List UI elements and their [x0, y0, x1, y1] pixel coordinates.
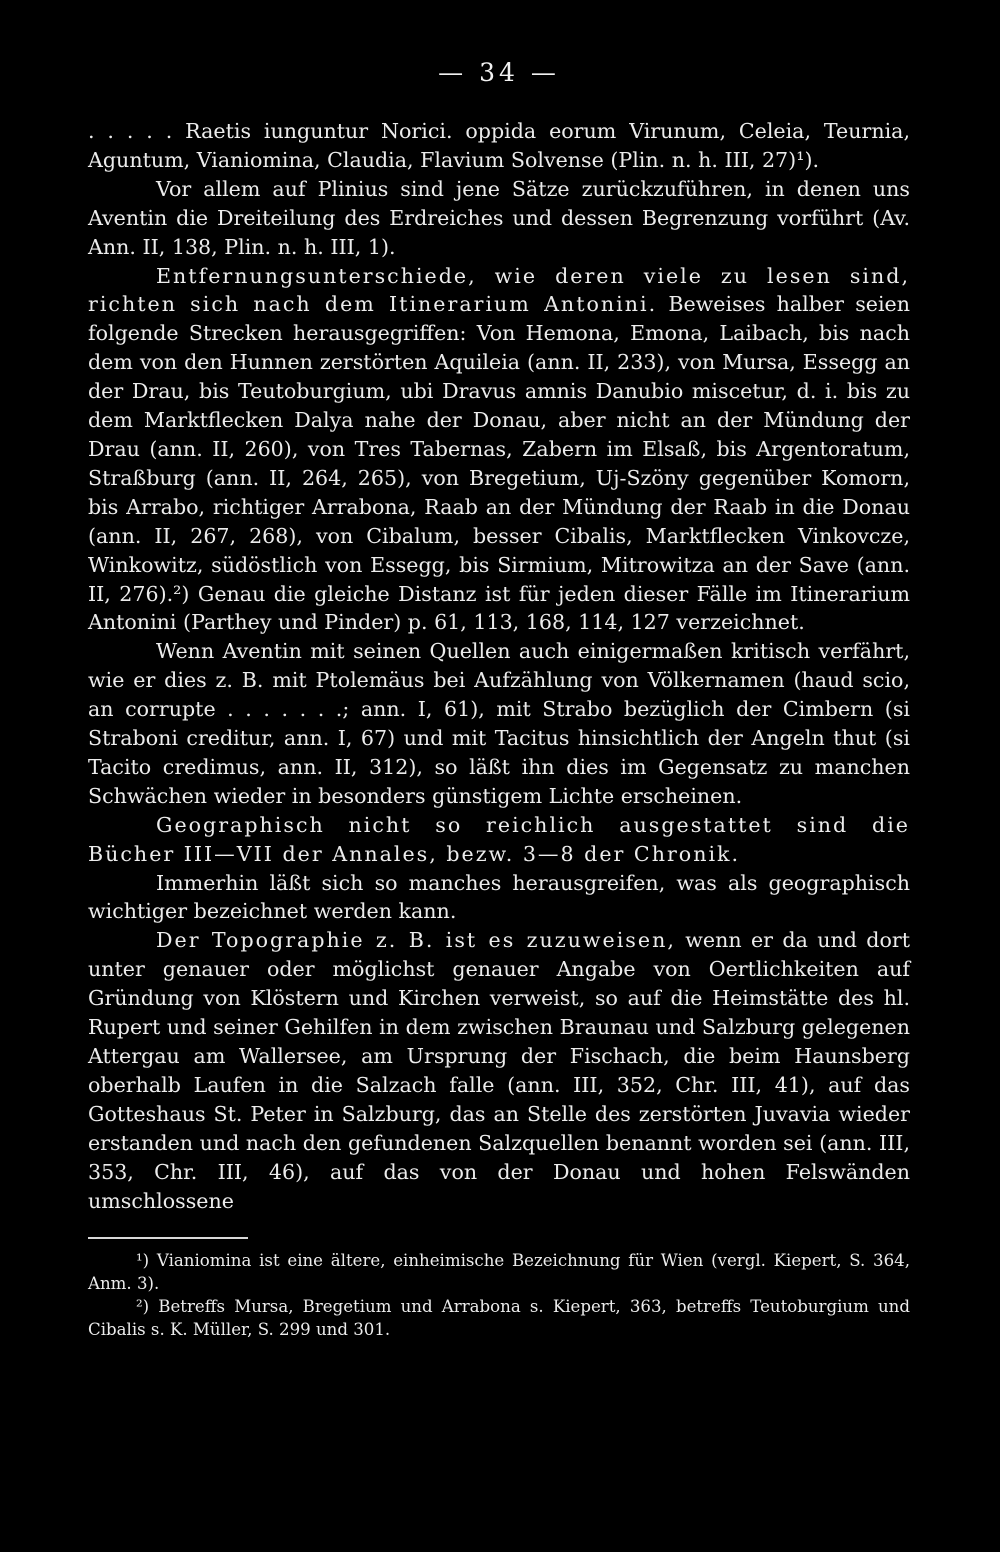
paragraph-5-lead: Geographisch nicht so reichlich ausgestattet sind die Bücher III—VII der Annales, bezw. 3—8 der Chronik. — [88, 812, 910, 866]
paragraph-4-text: Wenn Aventin mit seinen Quellen auch einigermaßen kritisch verfährt, wie er dies z. B. mit Ptolemäus bei Aufzählung von Völkernamen (haud scio, an corrupte . . . . . . .; ann. I, 61), mit Strabo bezüglich der Cimbern (si Straboni creditur, ann. I, 67) und mit Tacitus hinsichtlich der Angeln thut (si Tacito credimus, ann. II, 312), so läßt ihn dies im Gegensatz zu manchen Schwächen wieder in besonders günstigem Lichte erscheinen. — [88, 639, 910, 808]
paragraph-3-text: Beweises halber seien folgende Strecken herausgegriffen: Von Hemona, Emona, Laibach, bis nach dem von den Hunnen zerstörten Aquileia (ann. II, 233), von Mursa, Essegg an der Drau, bis Teutoburgium, ubi Dravus amnis Danubio miscetur, d. i. bis zu dem Marktflecken Dalya nahe der Donau, aber nicht an der Mündung der Drau (ann. II, 260), von Tres Tabernas, Zabern im Elsaß, bis Argentoratum, Straßburg (ann. II, 264, 265), von Bregetium, Uj-Szöny gegenüber Komorn, bis Arrabo, richtiger Arrabona, Raab an der Mündung der Raab in die Donau (ann. II, 267, 268), von Cibalum, besser Cibalis, Marktflecken Vinkovcze, Winkowitz, südöstlich von Essegg, bis Sirmium, Mitrowitza an der Save (ann. II, 276).²) Genau die gleiche Distanz ist für jeden dieser Fälle im Itinerarium Antonini (Parthey und Pinder) p. 61, 113, 168, 114, 127 verzeichnet. — [88, 292, 910, 635]
paragraph-2-text: Vor allem auf Plinius sind jene Sätze zurückzuführen, in denen uns Aventin die Dreiteilung des Erdreiches und dessen Begrenzung vorführt (Av. Ann. II, 138, Plin. n. h. III, 1). — [88, 176, 910, 259]
footnote-divider — [88, 1237, 248, 1239]
paragraph-7-text: wenn er da und dort unter genauer oder möglichst genauer Angabe von Oertlichkeiten auf Gründung von Klöstern und Kirchen verweist, so auf die Heimstätte des hl. Rupert und seiner Gehilfen in dem zwischen Braunau und Salzburg gelegenen Attergau am Wallersee, am Ursprung der Fischach, die beim Haunsberg oberhalb Laufen in die Salzach falle (ann. III, 352, Chr. III, 41), auf das Gotteshaus St. Peter in Salzburg, das an Stelle des zerstörten Juvavia wieder erstanden und nach den gefundenen Salzquellen benannt worden sei (ann. III, 353, Chr. III, 46), auf das von der Donau und hohen Felswänden umschlossene — [88, 928, 910, 1213]
paragraph-3-lead: Entfernungsunterschiede, wie deren viele zu lesen sind, richten sich nach dem Itinerarium Antonini. — [88, 263, 910, 317]
paragraph-7-lead: Der Topographie z. B. ist es zuzuweisen, — [156, 928, 676, 953]
footnote-1: ¹) Vianiomina ist eine ältere, einheimische Bezeichnung für Wien (vergl. Kiepert, S. 364, Anm. 3). — [88, 1251, 910, 1294]
paragraph-2 — [88, 175, 910, 262]
body-text — [88, 117, 910, 1215]
footnotes — [88, 1249, 910, 1341]
paragraph-5 — [88, 811, 910, 869]
paragraph-7 — [88, 926, 910, 1215]
paragraph-6-text: Immerhin läßt sich so manches herausgreifen, was als geographisch wichtiger bezeichnet werden kann. — [88, 870, 910, 924]
paragraph-1 — [88, 117, 910, 175]
paragraph-1-text: . . . . . Raetis iunguntur Norici. oppida eorum Virunum, Celeia, Teurnia, Aguntum, Vianiomina, Claudia, Flavium Solvense (Plin. n. h. III, 27)¹). — [88, 119, 910, 172]
paragraph-3 — [88, 262, 910, 638]
page-number: — 34 — — [438, 58, 560, 87]
paragraph-6 — [88, 869, 910, 927]
paragraph-4 — [88, 637, 910, 810]
document-page — [88, 58, 910, 1341]
footnote-2: ²) Betreffs Mursa, Bregetium und Arrabona s. Kiepert, 363, betreffs Teutoburgium und Cibalis s. K. Müller, S. 299 und 301. — [88, 1297, 910, 1340]
